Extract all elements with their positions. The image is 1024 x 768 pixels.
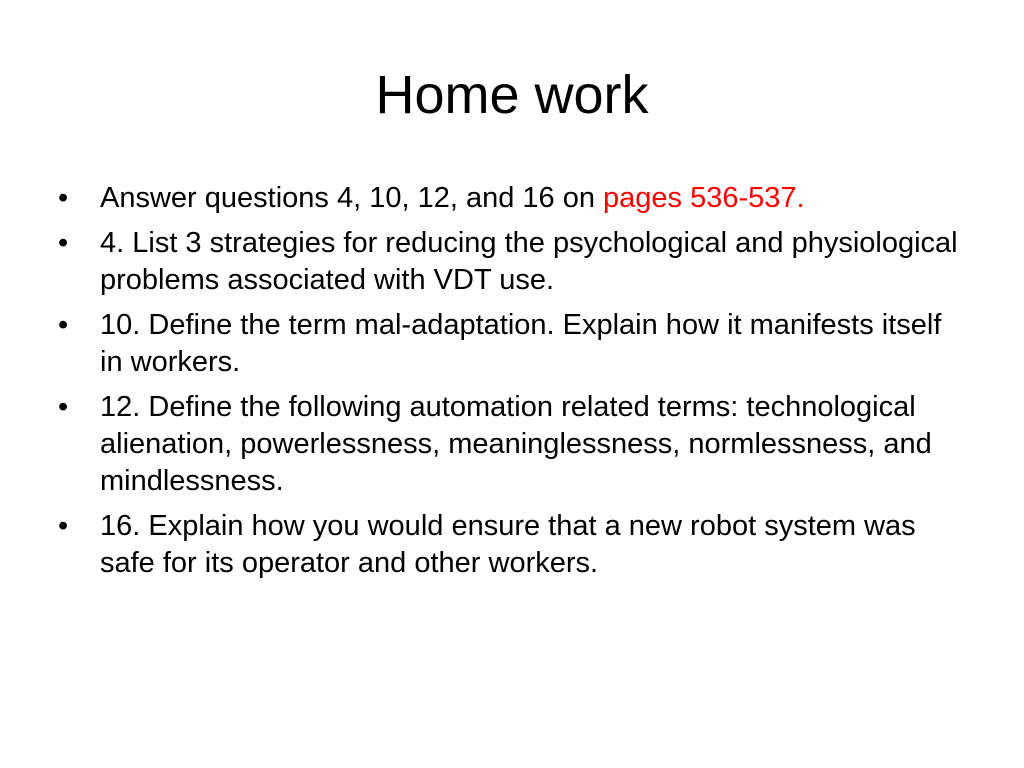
bullet-item-question-10 <box>58 307 958 381</box>
bullet-dot-icon: • <box>58 510 69 542</box>
bullet-dot-icon: • <box>58 309 69 341</box>
bullet-text: 12. Define the following automation related terms: technological alienation, powerlessness, meaninglessness, normlessness, and mindlessness. <box>100 391 932 497</box>
bullet-dot-icon: • <box>58 227 69 259</box>
bullet-item-assignment <box>58 180 958 217</box>
bullet-text: 10. Define the term mal-adaptation. Explain how it manifests itself in workers. <box>100 309 942 378</box>
bullet-item-question-16 <box>58 508 958 582</box>
bullet-item-question-4 <box>58 225 958 299</box>
bullet-text: 16. Explain how you would ensure that a new robot system was safe for its operator and other workers. <box>100 510 916 579</box>
pages-highlight: pages 536-537. <box>603 182 805 214</box>
slide-title: Home work <box>375 65 649 125</box>
bullet-item-question-12 <box>58 389 958 500</box>
bullet-text: 4. List 3 strategies for reducing the psychological and physiological problems associated with VDT use. <box>100 227 958 296</box>
bullet-list <box>58 180 958 590</box>
bullet-dot-icon: • <box>58 391 69 423</box>
bullet-dot-icon: • <box>58 182 69 214</box>
bullet-text: Answer questions 4, 10, 12, and 16 on <box>100 182 604 214</box>
